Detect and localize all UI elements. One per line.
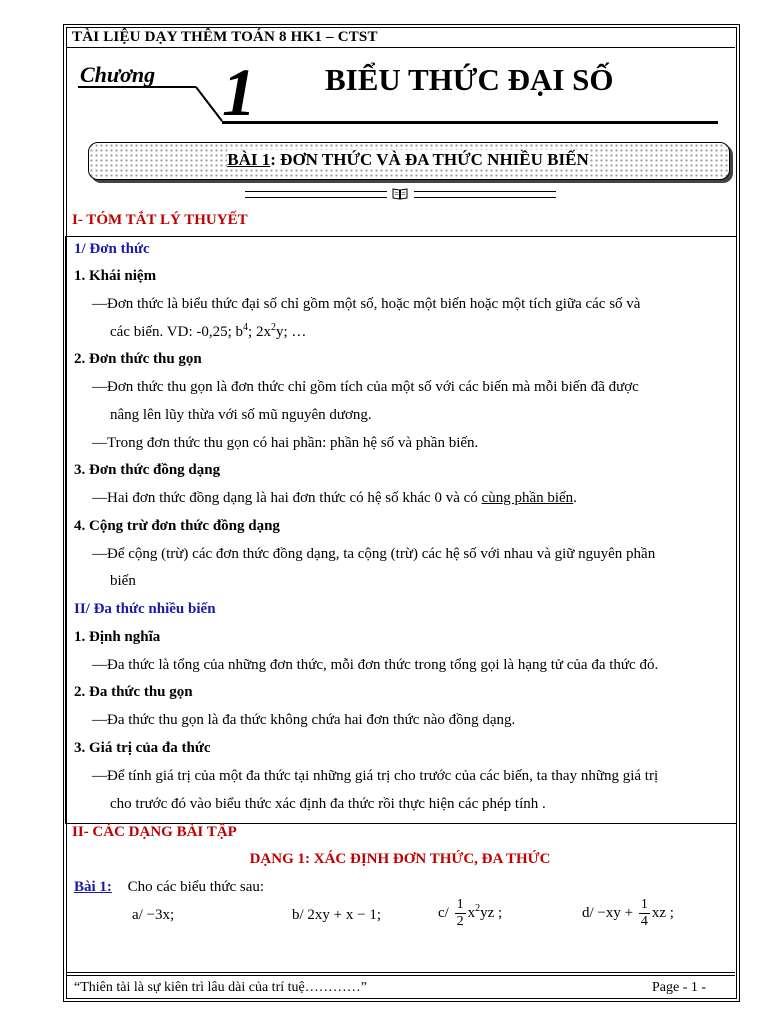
chapter-title-underline (222, 121, 718, 124)
paragraph: biến (110, 573, 136, 589)
dang-1-heading: DẠNG 1: XÁC ĐỊNH ĐƠN THỨC, ĐA THỨC (249, 851, 551, 867)
paragraph: cho trước đó vào biểu thức xác định đa thức rồi thực hiện các phép tính . (110, 796, 546, 812)
page-number: Page - 1 - (652, 980, 707, 995)
paragraph: ―Trong đơn thức thu gọn có hai phần: phần hệ số và phần biến. (92, 435, 479, 451)
chapter-label: Chương (80, 62, 156, 87)
footer-quote: “Thiên tài là sự kiên trì lâu dài của trí tuệ…………” (74, 980, 367, 995)
heading-da-thuc-thu-gon: 2. Đa thức thu gọn (74, 684, 193, 700)
lesson-prefix: BÀI 1 (227, 150, 271, 169)
part1-title: 1/ Đơn thức (74, 241, 150, 257)
footer-rule-double (66, 975, 735, 976)
chapter-title: BIỂU THỨC ĐẠI SỐ (325, 62, 614, 97)
heading-gia-tri: 3. Giá trị của đa thức (74, 740, 211, 756)
exercise-1 (74, 879, 264, 896)
paragraph: ―Để tính giá trị của một đa thức tại những giá trị cho trước của các biến, ta thay những giá trị (92, 768, 659, 784)
ornament-line-left (245, 191, 387, 198)
part2-title: II/ Đa thức nhiều biến (74, 601, 216, 617)
paragraph: ―Để cộng (trừ) các đơn thức đồng dạng, ta cộng (trừ) các hệ số với nhau và giữ nguyên phần (92, 546, 656, 562)
lesson-title (0, 150, 768, 170)
expression-c: c/ $\frac{1}{2}$ $x^2yz$ ; (438, 897, 503, 929)
heading-dinh-nghia: 1. Định nghĩa (74, 629, 161, 645)
exercise-label: Bài 1: (74, 879, 112, 895)
book-icon (392, 187, 408, 200)
paragraph-example: các biến. VD: -0,25; $b^4$; $2x^2y$; … (110, 322, 307, 340)
lesson-title-text: : ĐƠN THỨC VÀ ĐA THỨC NHIỀU BIẾN (270, 150, 589, 169)
expression-d: d/ −xy + $\frac{1}{4}$ xz ; (582, 897, 674, 929)
heading-cong-tru: 4. Cộng trừ đơn thức đồng dạng (74, 518, 280, 534)
paragraph: ―Đa thức thu gọn là đa thức không chứa hai đơn thức nào đồng dạng. (92, 712, 516, 728)
paragraph: ―Hai đơn thức đồng dạng là hai đơn thức có hệ số khác 0 và có cùng phần biến. (92, 490, 577, 506)
footer-rule (66, 972, 735, 973)
paragraph: ―Đơn thức thu gọn là đơn thức chỉ gồm tích của một số với các biến mà mỗi biến đã được (92, 379, 639, 395)
expression-a: a/ −3x; (132, 907, 175, 923)
section-exercises-heading: II- CÁC DẠNG BÀI TẬP (72, 824, 237, 840)
paragraph: nâng lên lũy thừa với số mũ nguyên dương. (110, 407, 372, 423)
chapter-number: 1 (222, 54, 256, 130)
paragraph: ―Đơn thức là biểu thức đại số chỉ gồm một số, hoặc một biến hoặc một tích giữa các số và (92, 296, 641, 312)
expression-b: b/ 2xy + x − 1; (292, 907, 382, 923)
paragraph: ―Đa thức là tổng của những đơn thức, mỗi đơn thức trong tổng gọi là hạng tử của đa thức đó. (92, 657, 659, 673)
exercise-prompt: Cho các biểu thức sau: (127, 879, 265, 895)
heading-don-thuc-thu-gon: 2. Đơn thức thu gọn (74, 351, 202, 367)
header-title: TÀI LIỆU DẠY THÊM TOÁN 8 HK1 – CTST (72, 29, 378, 45)
section-theory-heading: I- TÓM TẮT LÝ THUYẾT (72, 212, 248, 228)
ornament-line-right (414, 191, 556, 198)
heading-don-thuc-dong-dang: 3. Đơn thức đồng dạng (74, 462, 221, 478)
heading-khai-niem: 1. Khái niệm (74, 268, 157, 284)
